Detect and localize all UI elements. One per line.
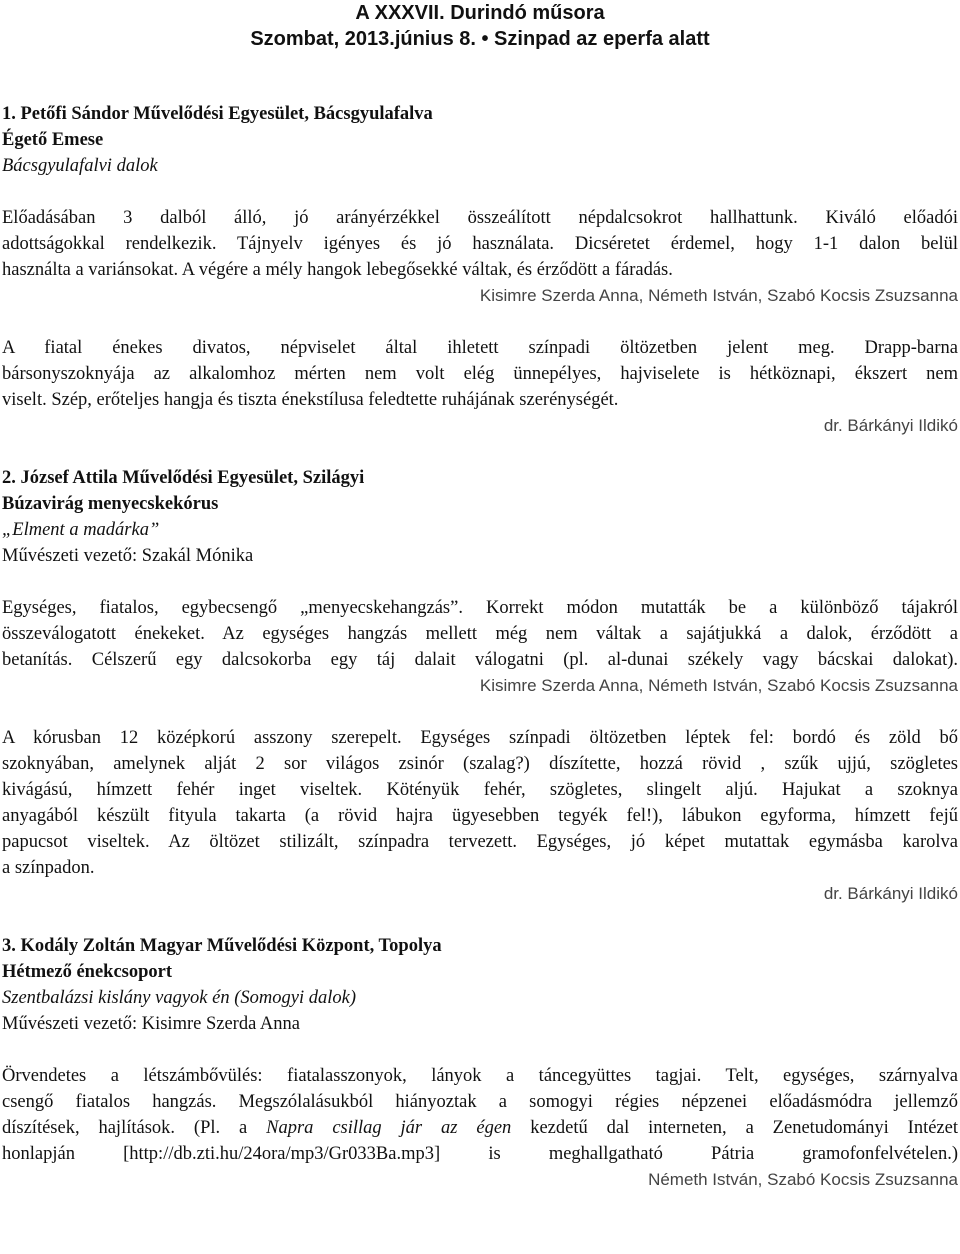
entry-2-review2-line2: szoknyában, amelynek alját 2 sor világos zsinór (szalag?) díszítette, hozzá rövid , szűk ujjú, szögletes — [2, 754, 958, 774]
entry-3-review1-line3-end: kezdetű dal interneten, a Zenetudományi Intézet — [511, 1118, 958, 1138]
entry-3-review1-line3-start: díszítések, hajlítások. (Pl. a — [2, 1118, 267, 1138]
entry-2-piece: „Elment a madárka” — [2, 520, 160, 540]
entry-1-piece: Bácsgyulafalvi dalok — [2, 156, 158, 176]
entry-2-leader: Művészeti vezető: Szakál Mónika — [2, 546, 254, 566]
entry-1-review1-line2: adottságokkal rendelkezik. Tájnyelv igényes és jó használata. Dicséretet érdemel, hogy 1-1 dalon belül — [2, 234, 958, 254]
entry-3-review1-line2: csengő fiatalos hangzás. Megszólalásukból hiányoztak a somogyi régies népzenei előadásmódra jellemző — [2, 1092, 958, 1112]
entry-1-heading: 1. Petőfi Sándor Művelődési Egyesület, Bácsgyulafalva — [2, 104, 433, 124]
document-title: A XXXVII. Durindó műsora — [355, 2, 605, 24]
entry-2-review2-line5: papucsot viseltek. Az öltözet stilizált, színpadra tervezett. Egységes, jó képet mutattak egymásba karolva — [2, 832, 958, 852]
entry-1-review2-line1: A fiatal énekes divatos, népviselet által ihletett színpadi öltözetben jelent meg. Drapp-barna — [2, 338, 958, 358]
entry-3-jury-signature: Németh István, Szabó Kocsis Zsuzsanna — [648, 1170, 958, 1189]
entry-1-review1-line3: használta a variánsokat. A végére a mély hangok lebegősekké váltak, és érződött a fáradás. — [2, 260, 673, 280]
entry-2-costume-signature: dr. Bárkányi Ildikó — [823, 884, 958, 903]
entry-3-performer: Hétmező énekcsoport — [2, 962, 173, 982]
entry-1-review2-line3: viselt. Szép, erőteljes hangja és tiszta énekstílusa feledtette ruhájának szerénységét. — [2, 390, 619, 410]
entry-3-song-title: Napra csillag jár az égen — [266, 1118, 512, 1138]
entry-2-review1-line3: betanítás. Célszerű egy dalcsokorba egy táj dalait válogatni (pl. al-dunai székely vagy bácskai dalokat). — [2, 650, 958, 670]
entry-2-performer: Búzavirág menyecskekórus — [2, 494, 219, 514]
entry-1-review2-line2: bársonyszoknyája az alkalomhoz mérten nem volt elég ünnepélyes, hajviselete is hétköznapi, ékszert nem — [2, 364, 958, 384]
entry-3-review1-line1: Örvendetes a létszámbővülés: fiatalasszonyok, lányok a táncegyüttes tagjai. Telt, egységes, szárnyalva — [2, 1066, 958, 1086]
entry-2-jury-signature: Kisimre Szerda Anna, Németh István, Szabó Kocsis Zsuzsanna — [479, 676, 958, 695]
entry-3-review1-line3 — [2, 1115, 958, 1141]
entry-3-leader: Művészeti vezető: Kisimre Szerda Anna — [2, 1014, 300, 1034]
entry-1-review1-line1: Előadásában 3 dalból álló, jó arányérzékkel összeálított népdalcsokrot hallhattunk. Kiváló előadói — [2, 208, 958, 228]
entry-2-review1-line1: Egységes, fiatalos, egybecsengő „menyecskehangzás”. Korrekt módon mutatták be a különböző tájakról — [2, 598, 958, 618]
entry-1-performer: Égető Emese — [2, 130, 104, 150]
entry-2-review2-line1: A kórusban 12 középkorú asszony szerepelt. Egységes színpadi öltözetben léptek fel: bordó és zöld bő — [2, 728, 958, 748]
entry-2-review2-line3: kivágású, hímzett fehér inget viseltek. Kötényük fehér, szögletes, slingelt aljú. Hajukat a szoknya — [2, 780, 958, 800]
entry-3-heading: 3. Kodály Zoltán Magyar Művelődési Központ, Topolya — [2, 936, 442, 956]
entry-1-costume-signature: dr. Bárkányi Ildikó — [823, 416, 958, 435]
entry-2-review2-line4: anyagából készült fityula takarta (a rövid hajra ügyesebben tegyék fel!), lábukon egyforma, hímzett fejű — [2, 806, 958, 826]
entry-1-jury-signature: Kisimre Szerda Anna, Németh István, Szabó Kocsis Zsuzsanna — [479, 286, 958, 305]
entry-3-review1-line4: honlapján [http://db.zti.hu/24ora/mp3/Gr033Ba.mp3] is meghallgatható Pátria gramofonfelvételen.) — [2, 1144, 958, 1164]
document-subtitle: Szombat, 2013.június 8. • Szinpad az eperfa alatt — [250, 28, 710, 50]
entry-2-review1-line2: összeválogatott énekeket. Az egységes hangzás mellett még nem váltak a sajátjukká a dalok, érződött a — [2, 624, 958, 644]
entry-2-heading: 2. József Attila Művelődési Egyesület, Szilágyi — [2, 468, 365, 488]
entry-3-piece: Szentbalázsi kislány vagyok én (Somogyi dalok) — [2, 988, 356, 1008]
entry-2-review2-line6: a színpadon. — [2, 858, 95, 878]
